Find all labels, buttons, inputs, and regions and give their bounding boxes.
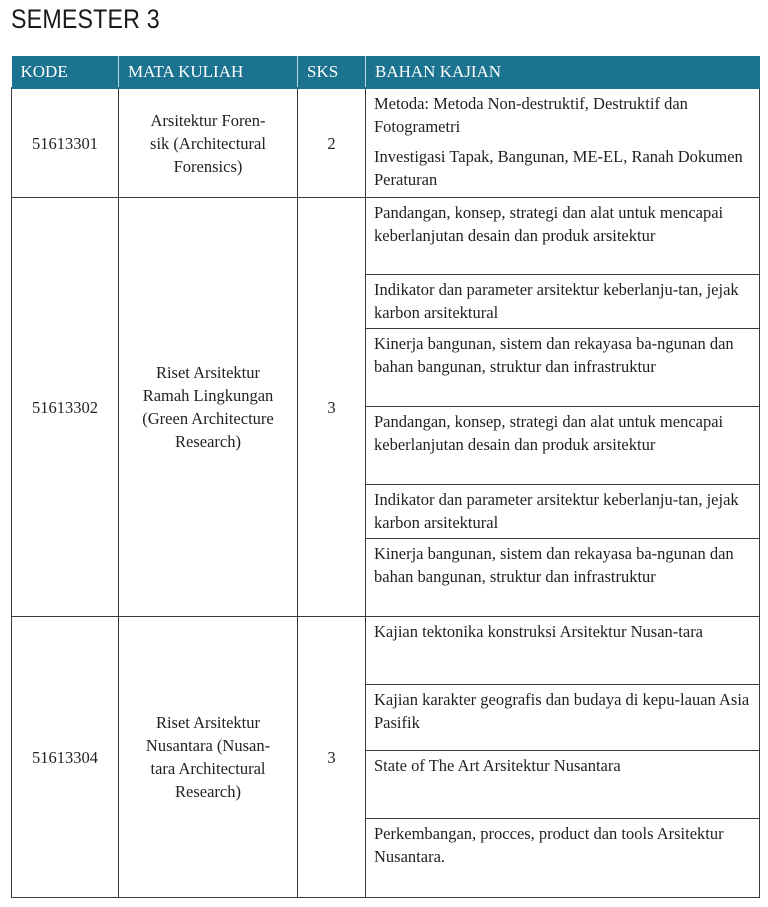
course-sks: 3 — [298, 198, 366, 617]
header-kode: KODE — [12, 56, 119, 88]
header-mata-kuliah: MATA KULIAH — [119, 56, 298, 88]
page-title: SEMESTER 3 — [11, 4, 160, 34]
topic-item: State of The Art Arsitektur Nusantara — [366, 751, 760, 819]
course-code: 51613302 — [12, 198, 119, 617]
topic-item: Indikator dan parameter arsitektur keberlanju-tan, jejak karbon arsitektural — [366, 275, 760, 329]
topic-item: Kinerja bangunan, sistem dan rekayasa ba-ngunan dan bahan bangunan, struktur dan infrastruktur — [366, 329, 760, 407]
topic-item: Metoda: Metoda Non-destruktif, Destruktif dan Fotogrametri — [366, 88, 760, 142]
course-code: 51613304 — [12, 617, 119, 898]
course-name: Arsitektur Foren- sik (Architectural Forensics) — [119, 88, 298, 198]
table-row — [12, 198, 760, 275]
topic-item: Indikator dan parameter arsitektur keberlanju-tan, jejak karbon arsitektural — [366, 485, 760, 539]
course-name: Riset Arsitektur Nusantara (Nusan- tara Architectural Research) — [119, 617, 298, 898]
topic-item: Pandangan, konsep, strategi dan alat untuk mencapai keberlanjutan desain dan produk arsitektur — [366, 407, 760, 485]
course-sks: 2 — [298, 88, 366, 198]
topic-item: Perkembangan, procces, product dan tools Arsitektur Nusantara. — [366, 819, 760, 898]
topic-item: Kinerja bangunan, sistem dan rekayasa ba-ngunan dan bahan bangunan, struktur dan infrastruktur — [366, 539, 760, 617]
course-name: Riset Arsitektur Ramah Lingkungan (Green Architecture Research) — [119, 198, 298, 617]
table-row — [12, 88, 760, 142]
header-bahan-kajian: BAHAN KAJIAN — [366, 56, 760, 88]
course-code: 51613301 — [12, 88, 119, 198]
topic-item: Kajian tektonika konstruksi Arsitektur Nusan-tara — [366, 617, 760, 685]
topic-item: Pandangan, konsep, strategi dan alat untuk mencapai keberlanjutan desain dan produk arsitektur — [366, 198, 760, 275]
table-row — [12, 617, 760, 685]
topic-item: Investigasi Tapak, Bangunan, ME-EL, Ranah Dokumen Peraturan — [366, 142, 760, 198]
curriculum-table — [11, 56, 760, 898]
topic-item: Kajian karakter geografis dan budaya di kepu-lauan Asia Pasifik — [366, 685, 760, 751]
course-sks: 3 — [298, 617, 366, 898]
table-header-row — [12, 56, 760, 88]
header-sks: SKS — [298, 56, 366, 88]
